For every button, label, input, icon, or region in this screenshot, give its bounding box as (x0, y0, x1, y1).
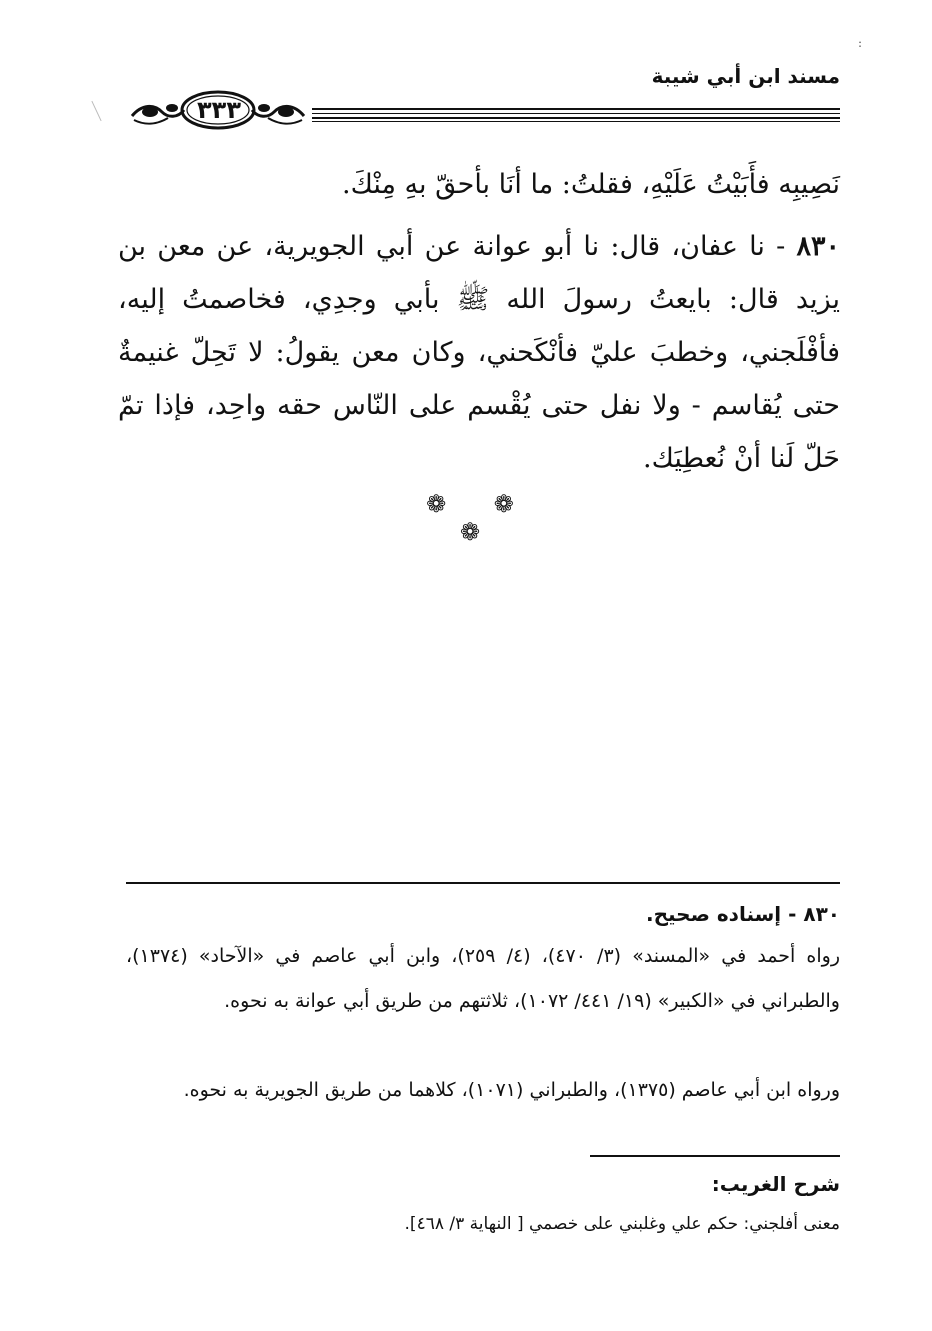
glossary-rule (590, 1155, 840, 1157)
running-title: مسند ابن أبي شيبة (651, 64, 840, 88)
section-separator: ❁ ❁ ❁ (426, 490, 534, 546)
hadith-text: - نا عفان، قال: نا أبو عوانة عن أبي الجويرية، عن معن بن يزيد قال: بايعتُ رسولَ الله ﷺ بأبي وجدِي، فخاصمتُ إليه، فأفْلَجني، وخطبَ عليّ فأنْكَحني، وكان معن يقولُ: لا تَحِلّ غنيمةٌ حتى يُقاسم - ولا نفل حتى يُقْسم على النّاس حقه واحِد، فإذا تمّ حَلّ لَنا أنْ نُعطِيَك. (118, 231, 840, 474)
stray-ink-mark: : (858, 36, 863, 50)
footnote-text: رواه أحمد في «المسند» (٣/ ٤٧٠)، (٤/ ٢٥٩)، وابن أبي عاصم في «الآحاد» (١٣٧٤)، والطبراني في «الكبير» (١٩/ ٤٤١/ ١٠٧٢)، ثلاثتهم من طريق أبي عوانة به نحوه. (126, 945, 840, 1012)
footnote-text: ورواه ابن أبي عاصم (١٣٧٥)، والطبراني (١٠٧١)، كلاهما من طريق الجويرية به نحوه. (183, 1079, 840, 1101)
hadith-number: ٨٣٠ (796, 231, 840, 262)
footnote-rule (126, 882, 840, 884)
header-rule (312, 121, 840, 122)
page-number: ٣٣٣ (197, 96, 241, 124)
header-rule (312, 108, 840, 110)
glossary-text: معنى أفلجني: حكم علي وغلبني على خصمي [ النهاية ٣/ ٤٦٨]. (404, 1214, 840, 1234)
margin-tick-mark (91, 101, 101, 121)
glossary-heading: شرح الغريب: (711, 1172, 840, 1196)
header-rule (312, 117, 840, 119)
footnote-heading: ٨٣٠ - إسناده صحيح. (646, 902, 840, 926)
header-rule (312, 113, 840, 114)
body-paragraph: نَصِيبِه فأَبَيْتُ عَلَيْهِ، فقلتُ: ما أنَا بأحقّ بهِ مِنْكَ. (342, 169, 840, 200)
hadith-paragraph (118, 220, 840, 485)
